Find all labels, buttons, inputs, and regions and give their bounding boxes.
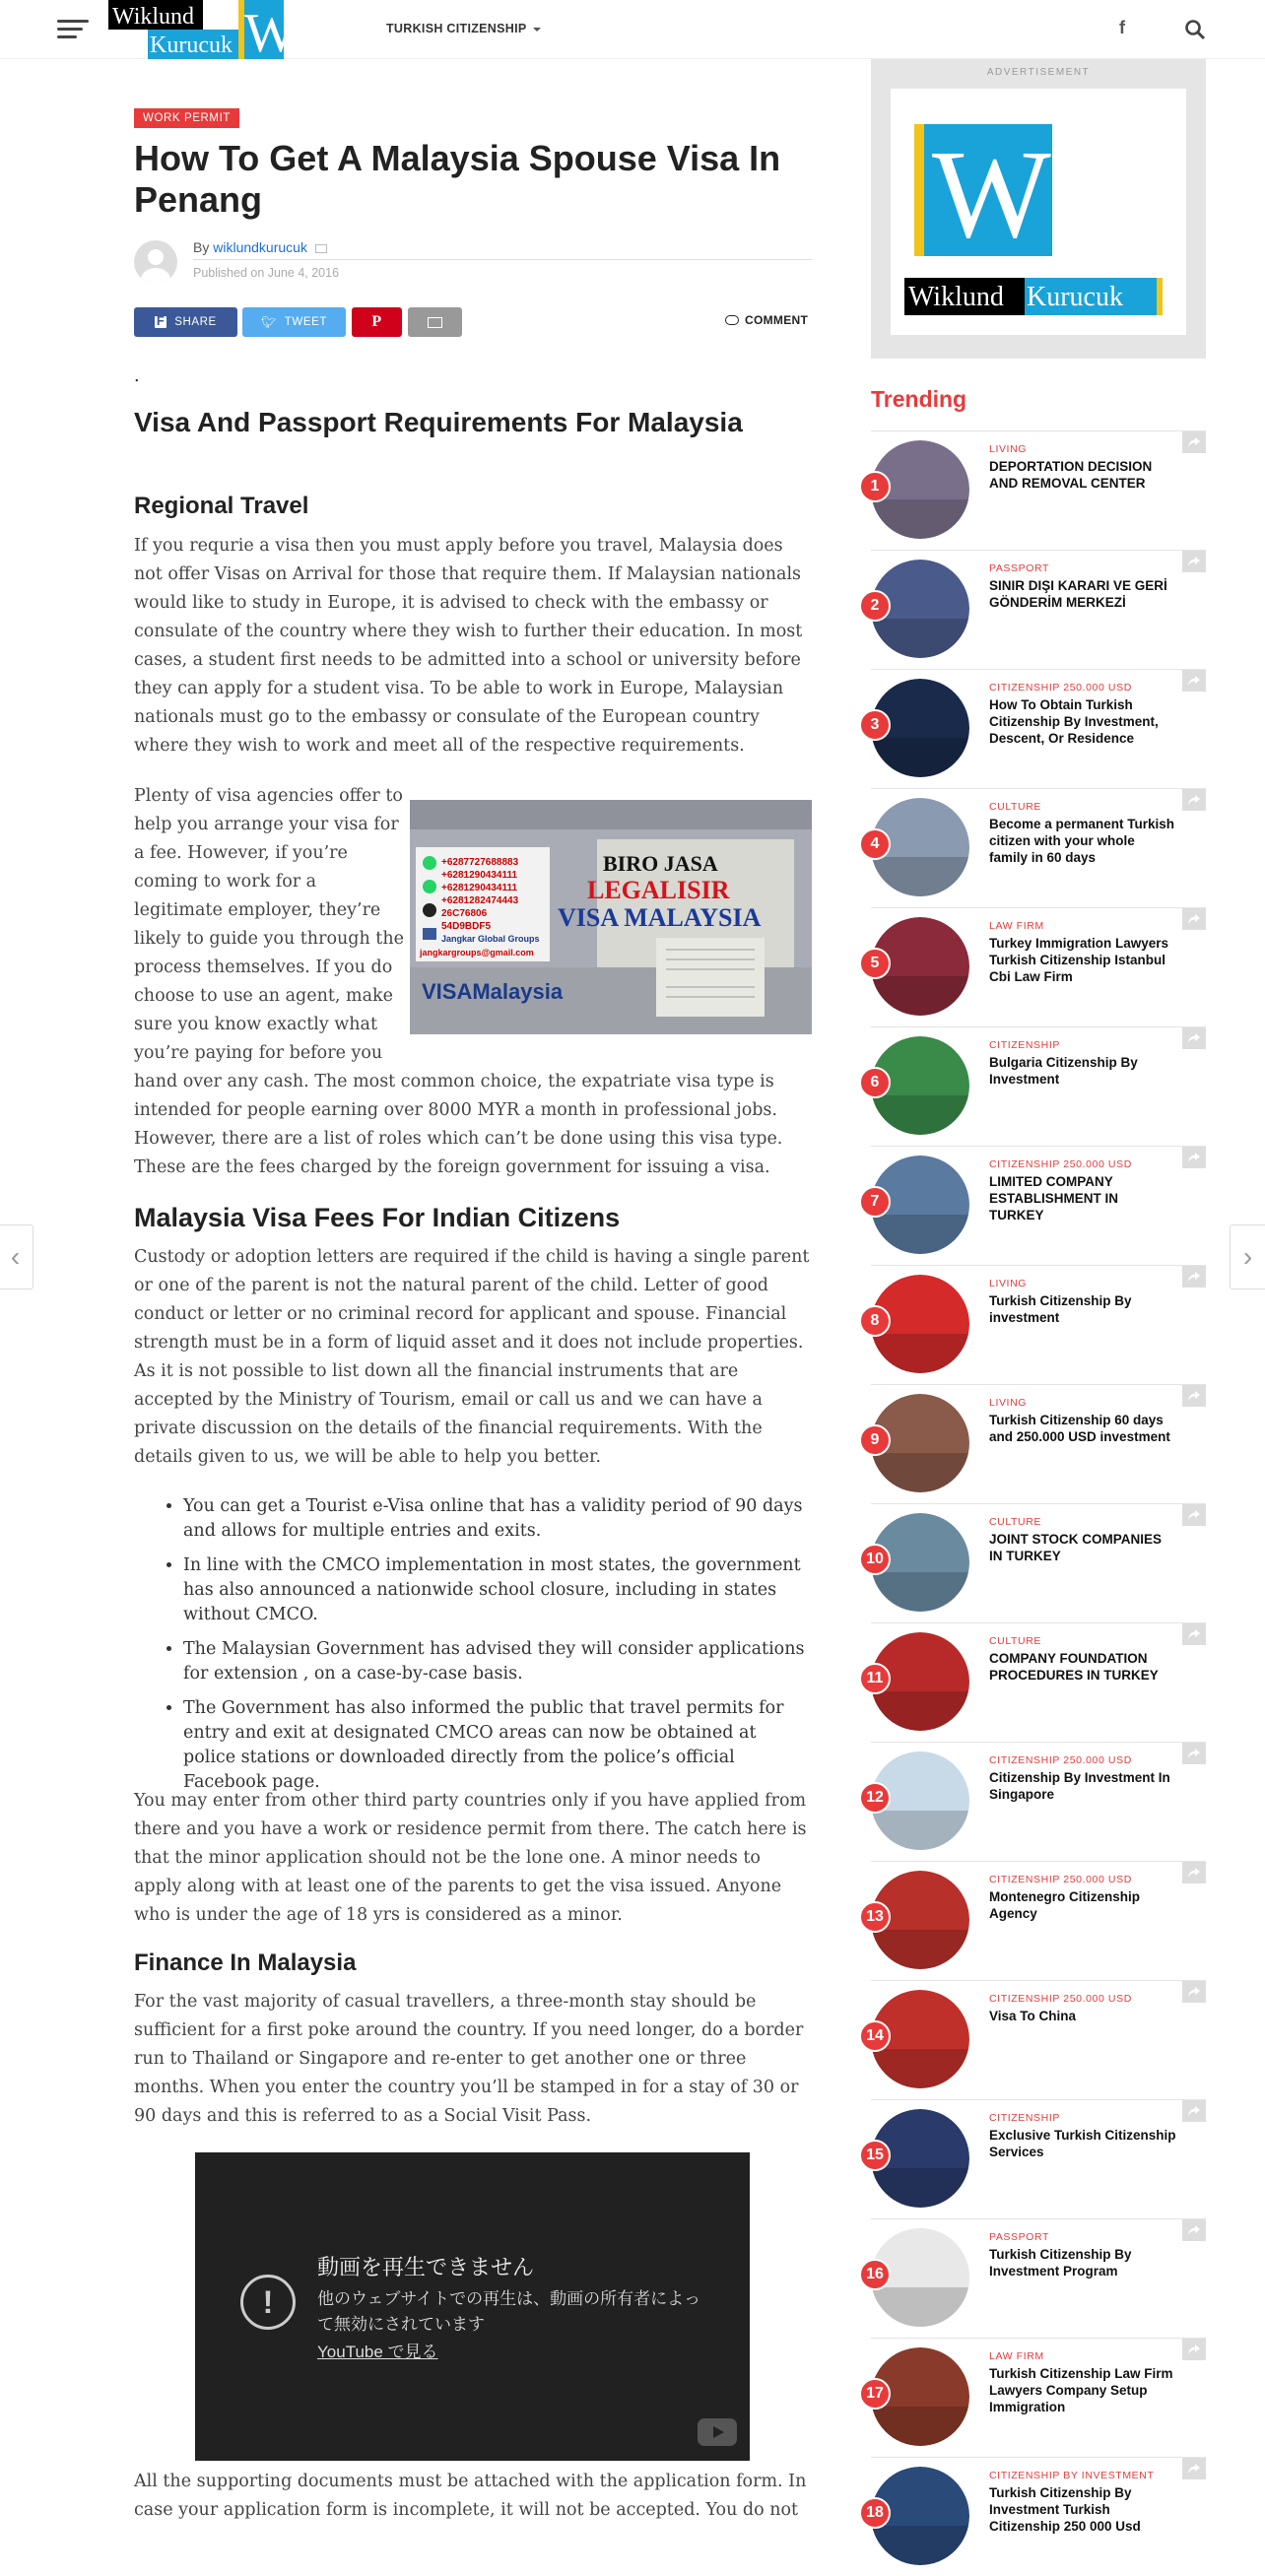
logo-text-2: Kurucuk bbox=[150, 33, 233, 58]
share-arrow-icon[interactable] bbox=[1182, 2100, 1206, 2122]
heading-finance: Finance In Malaysia bbox=[134, 1949, 357, 1976]
top-bar bbox=[0, 0, 1265, 59]
trending-item[interactable] bbox=[866, 2338, 1206, 2457]
heading-regional-travel: Regional Travel bbox=[134, 493, 309, 519]
trending-category[interactable]: CITIZENSHIP 250.000 USD bbox=[989, 1754, 1132, 1766]
video-error-message: 他のウェブサイトでの再生は、動画の所有者によって無効にされています bbox=[317, 2289, 701, 2334]
svg-text:+6281290434111: +6281290434111 bbox=[441, 883, 518, 893]
nav-turkish-citizenship[interactable]: TURKISH CITIZENSHIP bbox=[386, 22, 541, 35]
share-arrow-icon[interactable] bbox=[1182, 1862, 1206, 1883]
comment-icon bbox=[725, 315, 739, 325]
mail-icon[interactable] bbox=[315, 244, 327, 253]
share-arrow-icon[interactable] bbox=[1182, 1981, 1206, 2003]
trending-title[interactable]: SINIR DIŞI KARARI VE GERİ GÖNDERİM MERKEZİ bbox=[989, 578, 1167, 610]
trending-item[interactable] bbox=[871, 788, 1206, 907]
svg-text:jangkargroups@gmail.com: jangkargroups@gmail.com bbox=[420, 948, 534, 958]
trending-title[interactable]: Turkish Citizenship By investment bbox=[989, 1293, 1132, 1325]
svg-text:BIRO JASA: BIRO JASA bbox=[603, 851, 718, 876]
share-arrow-icon[interactable] bbox=[1182, 1147, 1206, 1168]
trending-title[interactable]: Exclusive Turkish Citizenship Services bbox=[989, 2128, 1176, 2159]
svg-text:Kurucuk: Kurucuk bbox=[1027, 282, 1123, 312]
trending-rank-badge: 15 bbox=[859, 2140, 891, 2171]
ad-label: ADVERTISEMENT bbox=[986, 67, 1091, 78]
share-arrow-icon[interactable] bbox=[1182, 2219, 1206, 2241]
share-arrow-icon[interactable] bbox=[1182, 1623, 1206, 1645]
share-arrow-icon[interactable] bbox=[1182, 431, 1206, 453]
trending-item[interactable] bbox=[871, 1384, 1206, 1503]
trending-rank-badge: 18 bbox=[859, 2497, 891, 2529]
author-avatar bbox=[134, 240, 177, 284]
trending-item[interactable] bbox=[871, 669, 1206, 788]
pinterest-button[interactable] bbox=[352, 307, 402, 337]
trending-title[interactable]: How To Obtain Turkish Citizenship By Investment, Descent, Or Residence bbox=[989, 697, 1159, 746]
trending-rank-badge: 4 bbox=[859, 828, 891, 860]
heading-visa-fees: Malaysia Visa Fees For Indian Citizens bbox=[134, 1203, 621, 1232]
trending-category[interactable]: LIVING bbox=[989, 1397, 1028, 1409]
ad-logo-mark: WK bbox=[932, 124, 1143, 264]
trending-category[interactable]: LAW FIRM bbox=[989, 920, 1044, 932]
trending-item[interactable] bbox=[871, 1265, 1206, 1384]
facebook-icon: F bbox=[156, 313, 166, 328]
twitter-tweet-button[interactable]: 🐦︎ TWEET bbox=[242, 307, 346, 337]
trending-title[interactable]: Become a permanent Turkish citizen with your whole family in 60 days bbox=[989, 817, 1175, 865]
trending-title[interactable]: LIMITED COMPANY ESTABLISHMENT IN TURKEY bbox=[989, 1174, 1118, 1222]
trending-category[interactable]: CULTURE bbox=[989, 1516, 1042, 1528]
logo-text-1: Wiklund bbox=[112, 4, 195, 30]
svg-text:VISA MALAYSIA: VISA MALAYSIA bbox=[558, 903, 762, 932]
trending-item[interactable] bbox=[871, 907, 1206, 1026]
paragraph-4: You may enter from other third party countries only if you have applied from there and you have a work or residence permit from there. The catch here is that the minor application should not be the lone one. A minor needs to apply along with at least one of the parents to get the visa issued. Anyone who is under the age of 18 yrs is considered as a minor. bbox=[134, 1791, 807, 1925]
author-link[interactable]: wiklundkurucuk bbox=[213, 239, 307, 255]
list-item: • The Malaysian Government has advised they will consider applications for extension , on a case-by-case basis. bbox=[183, 1637, 814, 1686]
trending-rank-badge: 17 bbox=[859, 2378, 891, 2410]
bullet-list bbox=[183, 1494, 814, 1805]
trending-category[interactable]: PASSPORT bbox=[989, 2231, 1050, 2243]
trending-rank-badge: 9 bbox=[859, 1424, 891, 1456]
trending-category[interactable]: CITIZENSHIP bbox=[989, 1039, 1060, 1051]
logo-mark: WK bbox=[244, 3, 337, 59]
trending-rank-badge: 6 bbox=[859, 1067, 891, 1098]
share-arrow-icon[interactable] bbox=[1182, 551, 1206, 572]
next-post-arrow-icon[interactable]: › bbox=[1230, 1224, 1265, 1289]
share-arrow-icon[interactable] bbox=[1182, 1385, 1206, 1407]
share-arrow-icon[interactable] bbox=[1182, 670, 1206, 692]
email-icon bbox=[428, 317, 442, 328]
list-item: • In line with the CMCO implementation in most states, the government has also announced a nationwide school closure, including in states without CMCO. bbox=[183, 1553, 814, 1627]
hamburger-menu-icon[interactable] bbox=[57, 20, 89, 39]
byline-divider bbox=[193, 259, 812, 260]
trending-title[interactable]: COMPANY FOUNDATION PROCEDURES IN TURKEY bbox=[989, 1651, 1159, 1683]
svg-text:+6281282474443: +6281282474443 bbox=[441, 895, 519, 906]
trending-item[interactable] bbox=[866, 1742, 1206, 1861]
trending-heading: Trending bbox=[871, 386, 967, 412]
trending-category[interactable]: LIVING bbox=[989, 1278, 1028, 1289]
trending-item[interactable] bbox=[871, 1026, 1206, 1146]
trending-title[interactable]: Bulgaria Citizenship By Investment bbox=[989, 1055, 1138, 1087]
publish-date: Published on June 4, 2016 bbox=[193, 266, 340, 280]
trending-title[interactable]: Turkey Immigration Lawyers Turkish Citizenship Istanbul Cbi Law Firm bbox=[989, 936, 1169, 984]
trending-item[interactable] bbox=[866, 2457, 1206, 2576]
trending-rank-badge: 3 bbox=[859, 709, 891, 741]
paragraph-5: For the vast majority of casual travellers, a three-month stay should be sufficient for a first poke around the country. If you need longer, do a border run to Thailand or Singapore and re-enter to get another one or three months. When you enter the country you’ll be stamped in for a stay of 30 or 90 days and this is referred to as a Social Visit Pass. bbox=[134, 1992, 804, 2126]
svg-text:Wiklund: Wiklund bbox=[908, 282, 1004, 312]
paragraph-1: If you requrie a visa then you must apply before you travel, Malaysia does not offer Visas on Arrival for those that require them. If Malaysian nationals would like to study in Europe, it is advised to check with the embassy or consulate of the country where they wish to further their education. In most cases, a student first needs to be admitted into a school or university before they can apply for a student visa. To be able to work in Europe, Malaysian nationals must go to the embassy or consulate of the European country where they wish to work and meet all of the respective requirements. bbox=[134, 536, 803, 756]
trending-title[interactable]: DEPORTATION DECISION AND REMOVAL CENTER bbox=[989, 459, 1153, 491]
trending-category[interactable]: CULTURE bbox=[989, 1635, 1042, 1647]
heading-requirements: Visa And Passport Requirements For Malaysia bbox=[134, 407, 743, 437]
share-arrow-icon[interactable] bbox=[1182, 908, 1206, 930]
list-item: • The Government has also informed the public that travel permits for entry and exit at designated CMCO areas can now be obtained at police stations or downloaded directly from the police’s official Facebook page. bbox=[183, 1696, 814, 1795]
svg-text:+6287727688883: +6287727688883 bbox=[441, 857, 519, 868]
trending-category[interactable]: CITIZENSHIP 250.000 USD bbox=[989, 1993, 1132, 2005]
trending-item[interactable] bbox=[866, 1622, 1206, 1742]
email-share-button[interactable] bbox=[408, 307, 462, 337]
paragraph-3: Custody or adoption letters are required if the child is having a single parent or one of the parent is not the natural parent of the child. Letter of good conduct or letter or no criminal record for applicant and spouse. Financial strength must be in a form of liquid asset and it does not include properties. As it is not possible to list down all the financial instruments that are accepted by the Ministry of Tourism, email or call us and we can have a private discussion on the details of the financial requirements. With the details given to us, we will be able to help you better. bbox=[134, 1247, 810, 1467]
trending-title[interactable]: Turkish Citizenship Law Firm Lawyers Company Setup Immigration bbox=[989, 2366, 1173, 2414]
site-logo[interactable] bbox=[108, 0, 355, 59]
sidebar-advertisement bbox=[871, 59, 1206, 359]
trending-category[interactable]: PASSPORT bbox=[989, 562, 1050, 574]
share-arrow-icon[interactable] bbox=[1182, 789, 1206, 811]
trending-title[interactable]: Turkish Citizenship By Investment Program bbox=[989, 2247, 1132, 2279]
trending-rank-badge: 1 bbox=[859, 471, 891, 502]
twitter-icon: 🐦︎ bbox=[260, 315, 277, 329]
share-arrow-icon[interactable] bbox=[1182, 1027, 1206, 1049]
trending-title[interactable]: Visa To China bbox=[989, 2009, 1077, 2023]
trending-title[interactable]: Citizenship By Investment In Singapore bbox=[989, 1770, 1170, 1802]
trending-item[interactable] bbox=[866, 1861, 1206, 1980]
facebook-icon[interactable]: f bbox=[1119, 18, 1125, 37]
trending-category[interactable]: CITIZENSHIP bbox=[989, 2112, 1060, 2124]
video-error-title: 動画を再生できません bbox=[317, 2255, 535, 2279]
share-arrow-icon[interactable] bbox=[1182, 1504, 1206, 1526]
trending-rank-badge: 2 bbox=[859, 590, 891, 622]
trending-item[interactable] bbox=[866, 2099, 1206, 2218]
share-arrow-icon[interactable] bbox=[1182, 1266, 1206, 1288]
trending-title[interactable]: JOINT STOCK COMPANIES IN TURKEY bbox=[989, 1532, 1163, 1563]
trending-category[interactable]: CITIZENSHIP BY INVESTMENT bbox=[989, 2470, 1155, 2481]
share-arrow-icon[interactable] bbox=[1182, 1743, 1206, 1764]
category-badge[interactable]: WORK PERMIT bbox=[134, 108, 239, 128]
trending-item[interactable] bbox=[866, 1503, 1206, 1622]
trending-category[interactable]: CULTURE bbox=[989, 801, 1042, 813]
trending-item[interactable] bbox=[866, 2218, 1206, 2338]
facebook-share-button[interactable]: F SHARE bbox=[134, 307, 237, 337]
trending-category[interactable]: CITIZENSHIP 250.000 USD bbox=[989, 1874, 1132, 1885]
youtube-video-embed[interactable] bbox=[195, 2152, 750, 2461]
ad-banner[interactable] bbox=[891, 89, 1186, 335]
dot-text: . bbox=[134, 366, 140, 386]
chevron-down-icon bbox=[533, 28, 541, 32]
svg-text:26C76806: 26C76806 bbox=[441, 908, 488, 919]
trending-category[interactable]: CITIZENSHIP 250.000 USD bbox=[989, 1158, 1132, 1170]
trending-rank-badge: 8 bbox=[859, 1305, 891, 1337]
svg-text:+6281290434111: +6281290434111 bbox=[441, 870, 518, 881]
trending-rank-badge: 16 bbox=[859, 2259, 891, 2290]
trending-category[interactable]: LIVING bbox=[989, 443, 1028, 455]
watch-on-youtube-link[interactable]: YouTube で見る bbox=[317, 2343, 438, 2361]
svg-text:VISAMalaysia: VISAMalaysia bbox=[422, 979, 564, 1004]
paragraph-6: All the supporting documents must be attached with the application form. In case your application form is incomplete, it will not be accepted. You do not bbox=[134, 2472, 807, 2520]
trending-rank-badge: 5 bbox=[859, 948, 891, 979]
trending-item[interactable] bbox=[871, 1146, 1206, 1265]
trending-item[interactable] bbox=[871, 430, 1206, 550]
youtube-logo-icon[interactable] bbox=[698, 2418, 737, 2446]
search-icon[interactable] bbox=[1184, 19, 1206, 40]
trending-item[interactable] bbox=[871, 550, 1206, 669]
prev-post-arrow-icon[interactable]: ‹ bbox=[0, 1224, 33, 1289]
svg-text:54D9BDF5: 54D9BDF5 bbox=[441, 921, 492, 932]
article-title: How To Get A Malaysia Spouse Visa In Penang bbox=[134, 138, 781, 220]
trending-rank-badge: 7 bbox=[859, 1186, 891, 1218]
paragraph-2: Plenty of visa agencies offer to help you arrange your visa for a fee. However, if you’re coming to work for a legitimate employer, they’re likely to guide you through the process themselves. If you do choose to use an agent, make sure you know exactly what you’re paying for before you hand over any cash. The most common choice, the expatriate visa type is intended for people earning over 8000 MYR a month in professional jobs. However, there are a list of roles which can’t be done using this visa type. These are the fees charged by the foreign government for issuing a visa. bbox=[134, 786, 783, 1177]
trending-category[interactable]: CITIZENSHIP 250.000 USD bbox=[989, 682, 1132, 694]
trending-rank-badge: 14 bbox=[859, 2020, 891, 2052]
trending-title[interactable]: Montenegro Citizenship Agency bbox=[989, 1889, 1140, 1921]
share-arrow-icon[interactable] bbox=[1182, 2458, 1206, 2479]
warning-icon: ! bbox=[240, 2275, 296, 2330]
trending-rank-badge: 13 bbox=[859, 1901, 891, 1933]
trending-title[interactable]: Turkish Citizenship By Investment Turkish Citizenship 250 000 Usd bbox=[989, 2485, 1141, 2534]
share-arrow-icon[interactable] bbox=[1182, 2339, 1206, 2360]
trending-rank-badge: 11 bbox=[859, 1663, 891, 1694]
byline: By wiklundkurucuk bbox=[193, 239, 327, 255]
pinterest-icon: P bbox=[371, 313, 382, 330]
svg-text:LEGALISIR: LEGALISIR bbox=[587, 876, 730, 904]
trending-rank-badge: 10 bbox=[859, 1544, 891, 1575]
svg-text:Jangkar Global Groups: Jangkar Global Groups bbox=[441, 934, 540, 944]
trending-title[interactable]: Turkish Citizenship 60 days and 250.000 USD investment bbox=[989, 1413, 1170, 1444]
trending-item[interactable] bbox=[866, 1980, 1206, 2099]
list-item: • You can get a Tourist e-Visa online that has a validity period of 90 days and allows for multiple entries and exits. bbox=[183, 1494, 814, 1544]
trending-category[interactable]: LAW FIRM bbox=[989, 2350, 1044, 2362]
trending-rank-badge: 12 bbox=[859, 1782, 891, 1814]
comment-button[interactable]: COMMENT bbox=[725, 313, 808, 327]
